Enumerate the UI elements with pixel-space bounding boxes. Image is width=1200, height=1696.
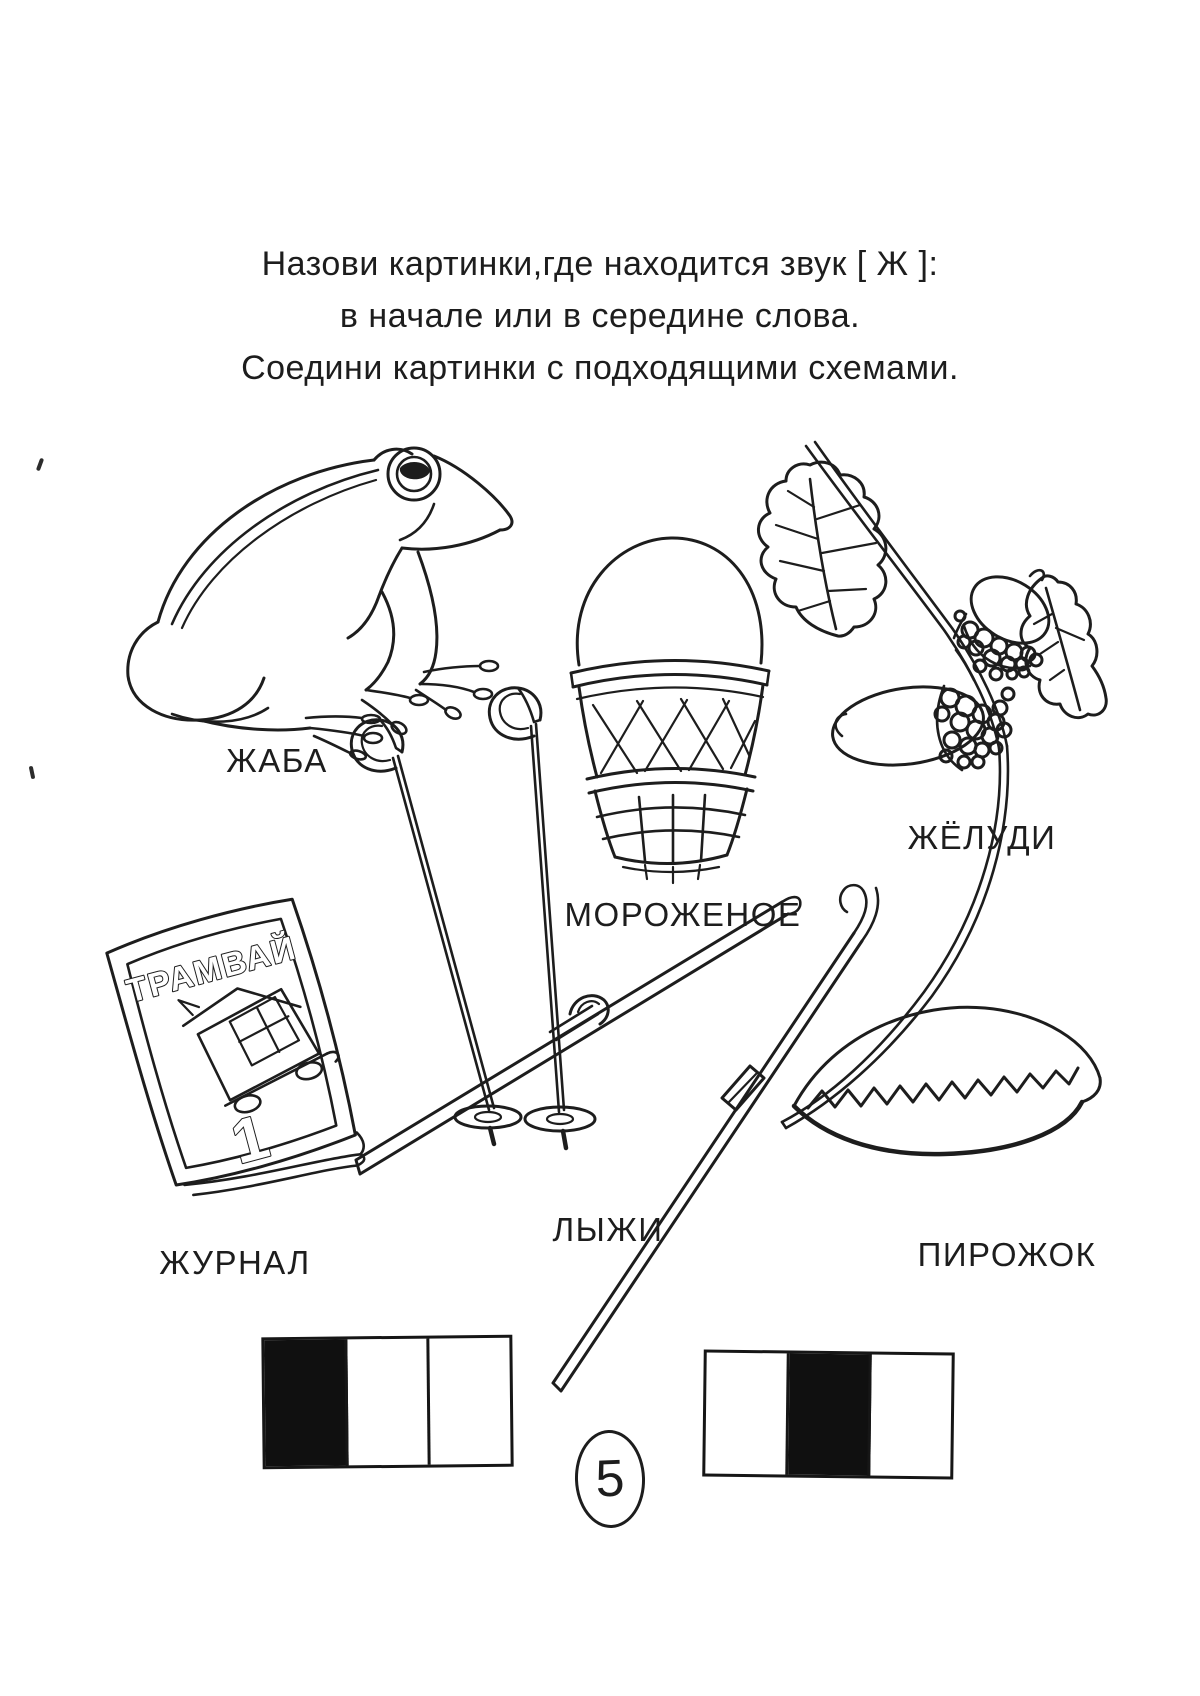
- scheme-cell: [430, 1338, 511, 1465]
- scheme-cell: [264, 1339, 348, 1466]
- scan-speck: [29, 766, 36, 780]
- scheme-cell: [871, 1355, 952, 1477]
- scheme-cell: [788, 1354, 872, 1476]
- pie-label: ПИРОЖОК: [917, 1236, 1097, 1273]
- scheme-cell: [705, 1353, 789, 1475]
- page-number-badge: [573, 1429, 646, 1529]
- ice-cream-label: МОРОЖЕНОЕ: [564, 896, 802, 933]
- instruction-text: [0, 238, 1200, 394]
- sound-position-scheme-middle: [702, 1349, 955, 1479]
- instruction-line-2: в начале или в середине слова.: [339, 297, 861, 335]
- pie-illustration: [780, 996, 1114, 1168]
- instruction-line-1: Назови картинки,где находится звук [ Ж ]:: [261, 245, 939, 283]
- scan-speck: [36, 458, 44, 472]
- sound-position-scheme-start: [261, 1335, 513, 1470]
- acorns-label: ЖЁЛУДИ: [907, 819, 1057, 856]
- magazine-label: ЖУРНАЛ: [159, 1244, 311, 1281]
- page-number: 5: [594, 1449, 626, 1509]
- toad-label: ЖАБА: [226, 742, 328, 779]
- magazine-cover-title: ТРАМВАЙ: [122, 928, 301, 1010]
- magazine-cover-issue: 1: [224, 1102, 276, 1178]
- instruction-line-3: Соедини картинки с подходящими схемами.: [241, 349, 959, 387]
- skis-label: ЛЫЖИ: [552, 1211, 664, 1248]
- scheme-cell: [347, 1339, 431, 1466]
